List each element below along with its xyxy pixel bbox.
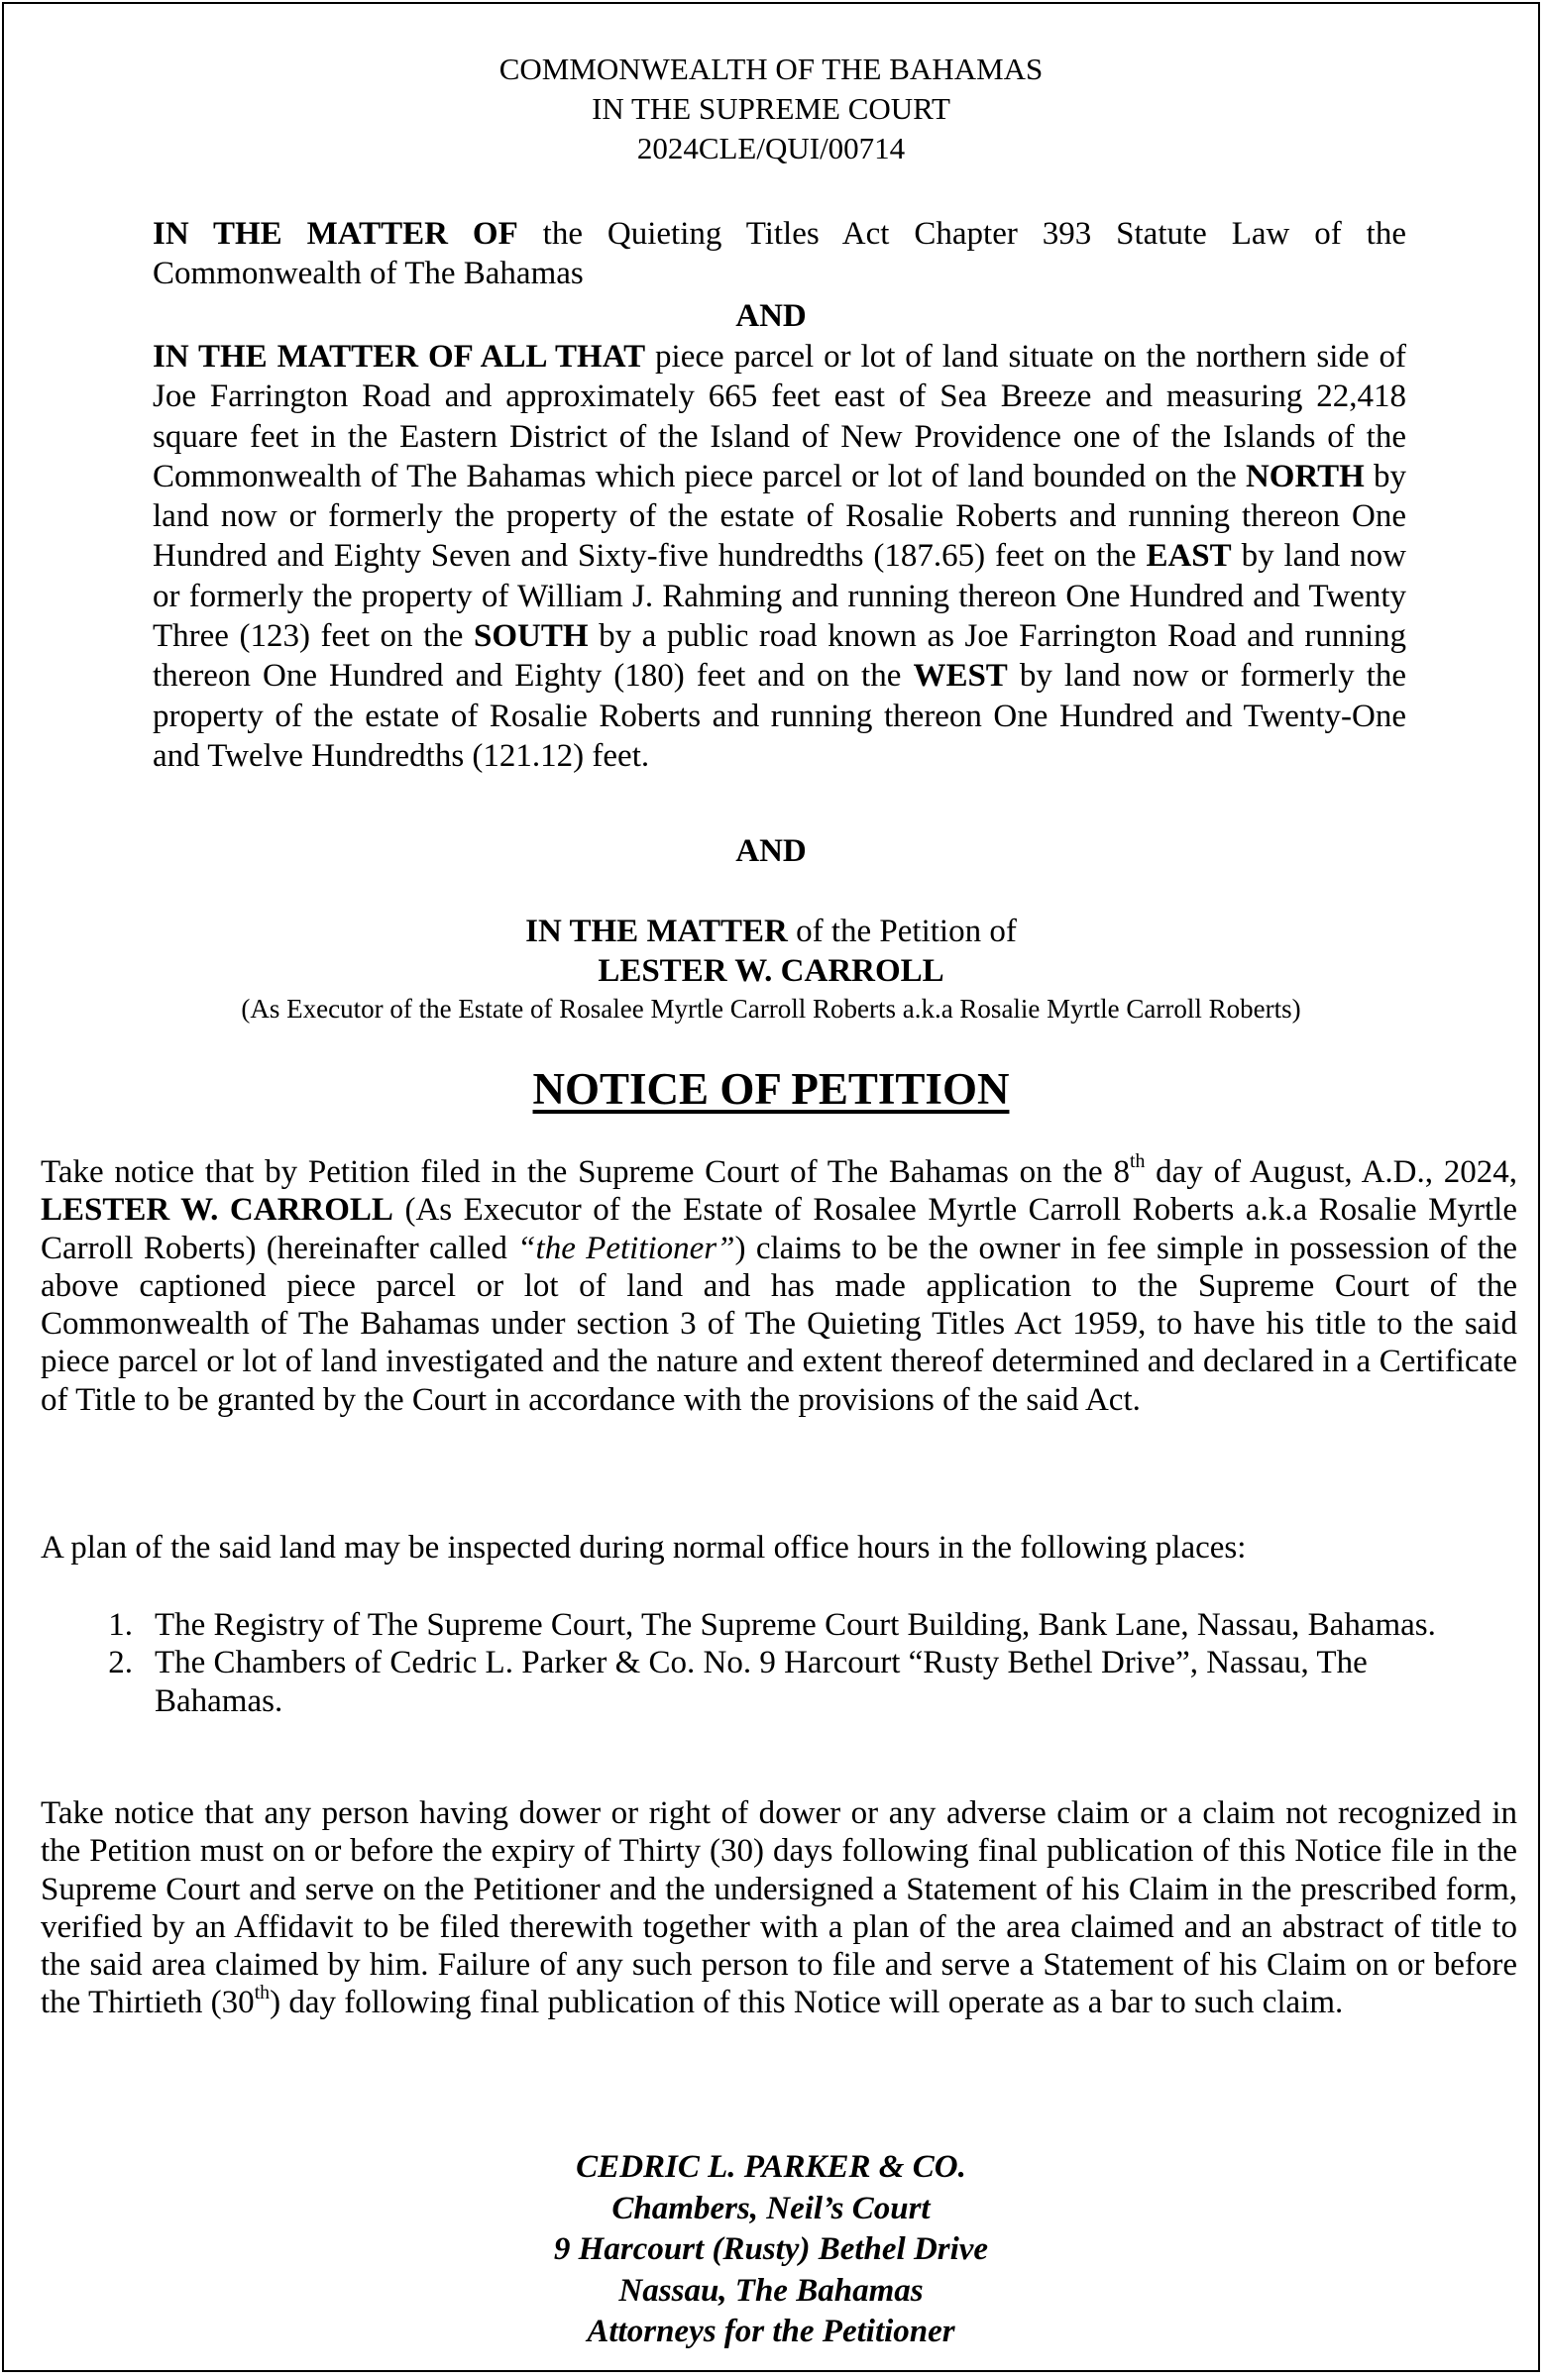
petitioner-name: LESTER W. CARROLL <box>598 953 944 989</box>
signature-street: 9 Harcourt (Rusty) Bethel Drive <box>553 2231 989 2267</box>
and-separator-1: AND <box>735 298 807 334</box>
matter-petition-lead: IN THE MATTER <box>525 914 788 949</box>
matter-petition <box>4 912 1538 1027</box>
list-item-number: 2. <box>108 1645 133 1681</box>
matter-act-text: the Quieting Titles Act Chapter 393 Statute Law of the Commonwealth of The Bahamas <box>153 216 1407 292</box>
para3-text-1: Take notice that any person having dower or right of dower or any adverse claim or a claim not recognized in the Petition must on or before the expiry of Thirty (30) days following final publication of this Notice file in the Supreme Court and serve on the Petitioner and the undersigned a Statement of his Claim in the prescribed form, verified by an Affidavit to be filed therewith together with a plan of the area claimed and an abstract of title to the said area claimed by him. Failure of any such person to file and serve a Statement of his Claim on or before the Thirtieth (30 <box>41 1795 1517 2021</box>
court-caption <box>4 50 1538 168</box>
signature-role: Attorneys for the Petitioner <box>587 2314 955 2349</box>
notice-paragraph-2: A plan of the said land may be inspected during normal office hours in the following places: <box>41 1530 1247 1566</box>
para1-text-1: Take notice that by Petition filed in the Supreme Court of The Bahamas on the 8 <box>41 1154 1130 1190</box>
para1-text-2: day of August, A.D., 2024, <box>1145 1154 1518 1190</box>
caption-case-number: 2024CLE/QUI/00714 <box>636 131 906 165</box>
matter-land-text-5: by land now or formerly the property of the estate of Rosalie Roberts and running thereon One Hundred and Twenty-One and Twelve Hundredths (121.12) feet. <box>153 658 1407 774</box>
para3-superscript: th <box>254 1981 271 2003</box>
matter-land-text-2: by land now or formerly the property of the estate of Rosalie Roberts and running thereon One Hundred and Eighty Seven and Sixty-five hundredths (187.65) feet on the <box>153 458 1407 575</box>
list-item-text: The Chambers of Cedric L. Parker & Co. No. 9 Harcourt “Rusty Bethel Drive”, Nassau, The Bahamas. <box>155 1645 1368 1719</box>
para1-petitioner: LESTER W. CARROLL <box>41 1192 393 1229</box>
notice-paragraph-1 <box>41 1150 1518 1419</box>
and-separator-2: AND <box>735 833 807 869</box>
matter-land-lead: IN THE MATTER OF ALL THAT <box>153 339 646 375</box>
list-item <box>41 1644 1517 1720</box>
matter-act <box>153 214 1406 294</box>
boundary-north: NORTH <box>1245 458 1365 494</box>
para3-text-2: ) day following final publication of this Notice will operate as a bar to such claim. <box>270 1985 1344 2021</box>
list-item-text: The Registry of The Supreme Court, The Supreme Court Building, Bank Lane, Nassau, Bahamas. <box>155 1607 1436 1643</box>
petitioner-capacity: (As Executor of the Estate of Rosalee Myrtle Carroll Roberts a.k.a Rosalie Myrtle Carroll Roberts) <box>241 994 1301 1024</box>
matter-petition-text: of the Petition of <box>796 914 1017 949</box>
list-item-number: 1. <box>108 1607 133 1643</box>
para1-text-4: ) claims to be the owner in fee simple in possession of the above captioned piece parcel or lot of land and has made application to the Supreme Court of the Commonwealth of The Bahamas under section 3 of The Quieting Titles Act 1959, to have his title to the said piece parcel or lot of land investigated and the nature and extent thereof determined and declared in a Certificate of Title to be granted by the Court in accordance with the provisions of the said Act. <box>41 1230 1517 1418</box>
matter-act-lead: IN THE MATTER OF <box>153 216 518 252</box>
matter-land <box>153 337 1406 776</box>
boundary-east: EAST <box>1146 538 1232 575</box>
caption-country: COMMONWEALTH OF THE BAHAMAS <box>498 52 1044 86</box>
inspection-places-list <box>41 1606 1517 1720</box>
signature-city: Nassau, The Bahamas <box>618 2272 924 2309</box>
matter-land-text-3: by land now or formerly the property of William J. Rahming and running thereon One Hundred and Twenty Three (123) feet on the <box>153 538 1407 655</box>
notice-title: NOTICE OF PETITION <box>532 1064 1010 1114</box>
para1-superscript: th <box>1129 1150 1146 1173</box>
boundary-south: SOUTH <box>473 618 589 655</box>
notice-page <box>2 2 1540 2372</box>
signature-firm: CEDRIC L. PARKER & CO. <box>576 2149 966 2185</box>
signature-chambers: Chambers, Neil’s Court <box>611 2190 931 2226</box>
signature-block <box>4 2147 1538 2353</box>
matter-land-text-4: by a public road known as Joe Farrington Road and running thereon One Hundred and Eighty (180) feet and on the <box>153 618 1407 695</box>
boundary-west: WEST <box>913 658 1008 695</box>
matter-land-text-1: piece parcel or lot of land situate on the northern side of Joe Farrington Road and approximately 665 feet east of Sea Breeze and measuring 22,418 square feet in the Eastern District of the Island of New Providence one of the Islands of the Commonwealth of The Bahamas which piece parcel or lot of land bounded on the <box>153 339 1407 494</box>
list-item <box>41 1606 1517 1644</box>
para1-text-3: (As Executor of the Estate of Rosalee Myrtle Carroll Roberts a.k.a Rosalie Myrtle Carroll Roberts) (hereinafter called <box>41 1192 1518 1266</box>
notice-paragraph-3 <box>41 1794 1517 2022</box>
para1-called: “the Petitioner” <box>517 1230 735 1266</box>
caption-court: IN THE SUPREME COURT <box>592 91 950 126</box>
